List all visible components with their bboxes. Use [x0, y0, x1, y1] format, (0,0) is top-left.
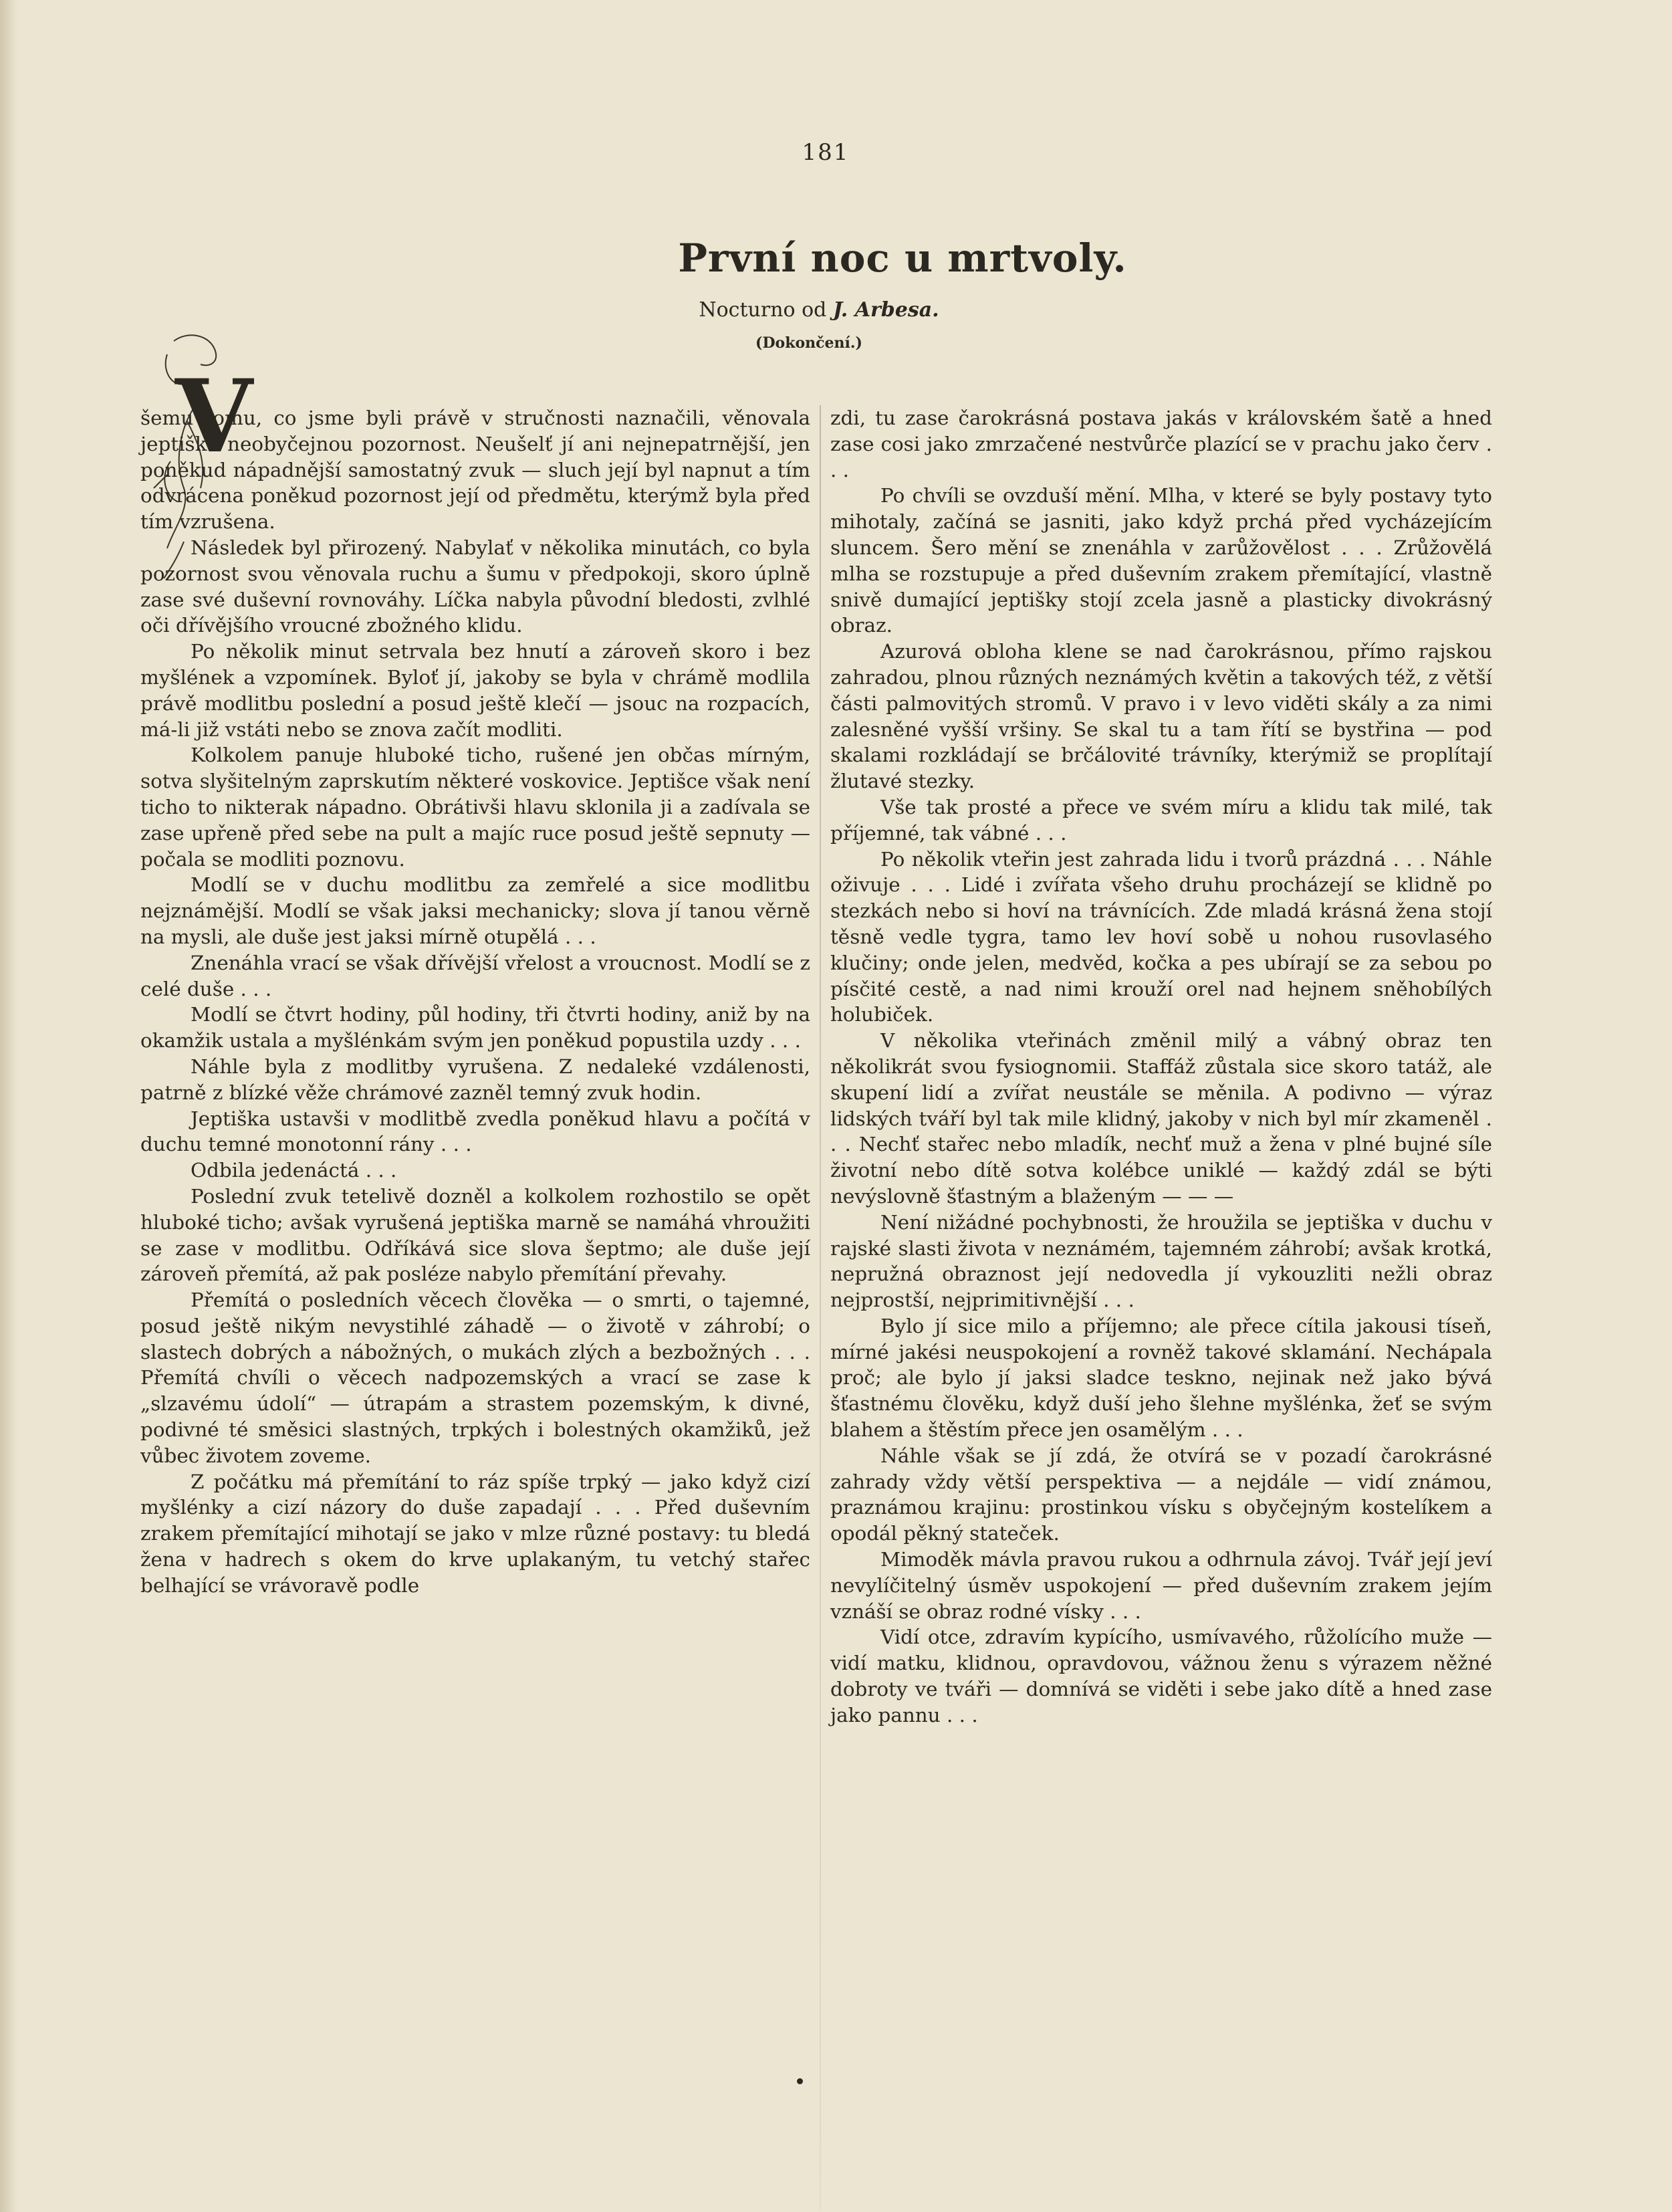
- subtitle-prefix: Nocturno od: [699, 298, 833, 322]
- paragraph: Vše tak prosté a přece ve svém míru a klidu tak milé, tak příjemné, tak vábné . . .: [830, 795, 1492, 845]
- paragraph: Poslední zvuk tetelivě dozněl a kolkolem rozhostilo se opět hluboké ticho; avšak vyrušená jeptiška marně se namáhá vhroužiti se zase v modlitbu. Odříkává sice slova šeptmo; ale duše její zároveň přemítá, až pak posléze nabylo přemítání převahy.: [140, 1184, 810, 1286]
- paragraph: Vidí otce, zdravím kypícího, usmívavého, růžolícího muže — vidí matku, klidnou, opravdovou, vážnou ženu s výrazem něžné dobroty ve tváři — domnívá se viděti i sebe jako dítě a hned zase jako pannu . . .: [830, 1626, 1492, 1727]
- right-column: [830, 405, 1492, 1729]
- page-number: 181: [802, 139, 850, 166]
- paragraph: Mimoděk mávla pravou rukou a odhrnula závoj. Tvář její jeví nevylíčitelný úsměv uspokojení — před duševním zrakem jejím vznáší se obraz rodné vísky . . .: [830, 1548, 1492, 1623]
- initial-letter: V: [175, 358, 253, 475]
- paragraph: Bylo jí sice milo a příjemno; ale přece cítila jakousi tíseň, mírné jakési neuspokojení a rovněž takové sklamání. Nechápala proč; ale bylo jí jaksi sladce teskno, nejinak než jako bývá šťastnému člověku, když duší jeho šlehne myšlénka, žeť se svým blahem a štěstím přece jen osamělým . . .: [830, 1314, 1492, 1442]
- column-divider: [820, 405, 821, 2211]
- paragraph: Modlí se v duchu modlitbu za zemřelé a sice modlitbu nejznámější. Modlí se však jaksi mechanicky; slova jí tanou věrně na mysli, ale duše jest jaksi mírně otupělá . . .: [140, 873, 810, 948]
- paragraph: zdi, tu zase čarokrásná postava jakás v královském šatě a hned zase cosi jako zmrzačené nestvůrče plazící se v prachu jako červ . . .: [830, 407, 1492, 481]
- paragraph: Náhle však se jí zdá, že otvírá se v pozadí čarokrásné zahrady vždy větší perspektiva — a nejdále — vidí známou, praznámou krajinu: prostinkou vísku s obyčejným kostelíkem a opodál pěkný stateček.: [830, 1444, 1492, 1545]
- paragraph: Přemítá o posledních věcech člověka — o smrti, o tajemné, posud ještě nikým nevystihlé záhadě — o životě v záhrobí; o slastech dobrých a nábožných, o mukách zlých a bezbožných . . . Přemítá chvíli o věcech nadpozemských a vrací se zase k „slzavému údolí“ — útrapám a strastem pozemským, k divné, podivné té směsici slastných, trpkých i bolestných okamžiků, jež vůbec životem zoveme.: [140, 1289, 810, 1467]
- paragraph: Znenáhla vrací se však dřívější vřelost a vroucnost. Modlí se z celé duše . . .: [140, 951, 810, 1000]
- paragraph: Po chvíli se ovzduší mění. Mlha, v které se byly postavy tyto mihotaly, začíná se jasniti, jako když prchá před vycházejícím sluncem. Šero mění se znenáhla v zarůžovělost . . . Zrůžovělá mlha se rozstupuje a před duševním zrakem přemítající, vlastně snivě dumající jeptišky stojí zcela jasně a plasticky divokrásný obraz.: [830, 484, 1492, 637]
- paragraph: V několika vteřinách změnil milý a vábný obraz ten několikrát svou fysiognomii. Staffáž zůstala sice skoro tatáž, ale skupení lidí a zvířat neustále se měnila. A podivno — výraz lidských tváří byl tak mile klidný, jakoby v nich byl mír zkameněl . . . Nechť stařec nebo mladík, nechť muž a žena v plné bujné síle životní nebo dítě sotva kolébce uniklé — každý zdál se býti nevýslovně šťastným a blaženým — — —: [830, 1029, 1492, 1208]
- left-column: [140, 405, 810, 1599]
- paragraph: Azurová obloha klene se nad čarokrásnou, přímo rajskou zahradou, plnou různých neznámých květin a takových též, z větší části palmovitých stromů. V pravo i v levo viděti skály a za nimi zalesněné vyšší vršiny. Se skal tu a tam řítí se bystřina — pod skalami rozkládají se brčálovité trávníky, kterýmiž se proplítají žlutavé stezky.: [830, 640, 1492, 793]
- paragraph: Není nižádné pochybnosti, že hroužila se jeptiška v duchu v rajské slasti života v neznámém, tajemném záhrobí; avšak krotká, nepružná obraznost její nedovedla jí vykouzliti nežli obraz nejprostší, nejprimitivnější . . .: [830, 1210, 1492, 1312]
- paragraph: Odbila jedenáctá . . .: [191, 1159, 397, 1182]
- paragraph: Náhle byla z modlitby vyrušena. Z nedaleké vzdálenosti, patrně z blízké věže chrámové zazněl temný zvuk hodin.: [140, 1055, 810, 1104]
- paragraph: Modlí se čtvrt hodiny, půl hodiny, tři čtvrti hodiny, aniž by na okamžik ustala a myšlénkám svým jen poněkud popustila uzdy . . .: [140, 1003, 810, 1053]
- ink-speck: [797, 2078, 803, 2084]
- article-title: První noc u mrtvoly.: [678, 235, 1127, 281]
- paragraph: Z počátku má přemítání to ráz spíše trpký — jako když cizí myšlénky a cizí názory do duše zapadají . . . Před duševním zrakem přemítající mihotají se jako v mlze různé postavy: tu bledá žena v hadrech s okem do krve uplakaným, tu vetchý stařec belhající se vrávoravě podle: [140, 1470, 810, 1597]
- page-spine-shadow: [0, 0, 17, 2212]
- article-subtitle: [535, 298, 1103, 322]
- paragraph: Po několik minut setrvala bez hnutí a zároveň skoro i bez myšlének a vzpomínek. Byloť jí, jakoby se byla v chrámě modlila právě modlitbu poslední a posud ještě klečí — jsouc na rozpacích, má-li již vstáti nebo se znova začít modliti.: [140, 640, 810, 741]
- paragraph: Jeptiška ustavši v modlitbě zvedla poněkud hlavu a počítá v duchu temné monotonní rány . . .: [140, 1107, 810, 1156]
- author-name: J. Arbesa.: [832, 298, 939, 322]
- continued-note: (Dokončení.): [755, 334, 862, 352]
- paragraph: šemu tomu, co jsme byli právě v stručnosti naznačili, věnovala jeptiška neobyčejnou pozornost. Neušelť jí ani nejnepatrnější, jen poněkud nápadnější samostatný zvuk — sluch její byl napnut a tím odvrácena poněkud pozornost její od předmětu, kterýmž byla před tím vzrušena.: [140, 407, 810, 534]
- paragraph: Po několik vteřin jest zahrada lidu i tvorů prázdná . . . Náhle oživuje . . . Lidé i zvířata všeho druhu procházejí se klidně po stezkách nebo si hoví na trávnících. Zde mladá krásná žena stojí těsně vedle tygra, tamo lev hoví sobě u nohou rusovlasého klučiny; onde jelen, medvěd, kočka a pes ubírají se za sebou po písčité cestě, a nad nimi krouží orel nad hejnem sněhobílých holubiček.: [830, 847, 1492, 1026]
- paragraph: Následek byl přirozený. Nabylať v několika minutách, co byla pozornost svou věnovala ruchu a šumu v předpokoji, skoro úplně zase své duševní rovnováhy. Líčka nabyla původní bledosti, zvlhlé oči dřívějšího vroucné zbožného klidu.: [140, 536, 810, 637]
- paragraph: Kolkolem panuje hluboké ticho, rušené jen občas mírným, sotva slyšitelným zaprskutím některé voskovice. Jeptišce však není ticho to nikterak nápadno. Obrátivši hlavu sklonila ji a zadívala se zase upřeně před sebe na pult a majíc ruce posud ještě sepnuty — počala se modliti poznovu.: [140, 744, 810, 871]
